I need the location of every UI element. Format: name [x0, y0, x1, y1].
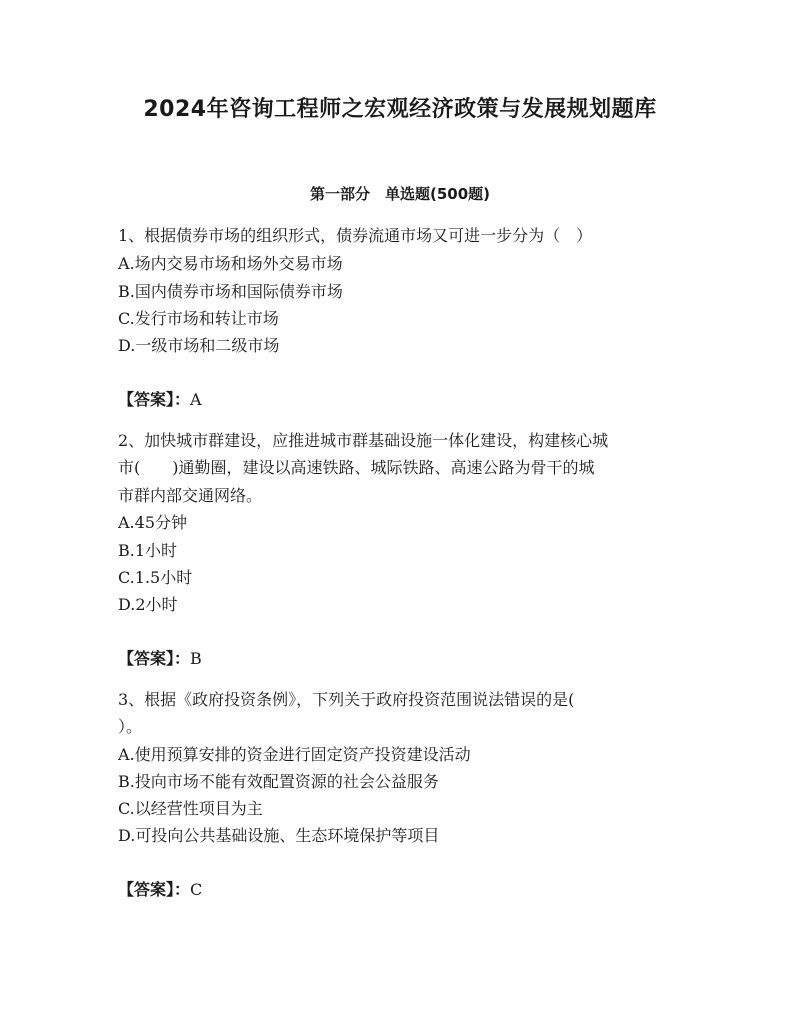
question-2-answer	[118, 648, 688, 670]
question-3-option-b: B.投向市场不能有效配置资源的社会公益服务	[118, 772, 439, 791]
question-2-option-d: D.2小时	[118, 595, 178, 614]
question-1-stem-line-1: 1、根据债券市场的组织形式，债券流通市场又可进一步分为（ ）	[118, 226, 593, 245]
question-2-stem-line-1: 2、加快城市群建设，应推进城市群基础设施一体化建设，构建核心城	[118, 431, 609, 450]
question-1-option-d: D.一级市场和二级市场	[118, 336, 280, 355]
question-3-option-d: D.可投向公共基础设施、生态环境保护等项目	[118, 826, 440, 845]
question-3-option-a: A.使用预算安排的资金进行固定资产投资建设活动	[118, 745, 471, 764]
question-3-stem-line-1: 3、根据《政府投资条例》，下列关于政府投资范围说法错误的是(	[118, 690, 575, 709]
question-3-stem-line-2: ）。	[118, 717, 143, 736]
answer-label: 【答案】：	[118, 649, 191, 668]
question-2-option-c: C.1.5小时	[118, 568, 193, 587]
question-3-answer	[118, 879, 688, 901]
question-2-option-a: A.45分钟	[118, 513, 188, 532]
answer-value: A	[190, 390, 202, 409]
question-1-option-b: B.国内债券市场和国际债券市场	[118, 282, 343, 301]
section-heading: 第一部分 单选题(500题)	[309, 185, 491, 203]
question-2-stem-line-2: 市( )通勤圈，建设以高速铁路、城际铁路、高速公路为骨干的城	[118, 458, 595, 477]
question-1-option-c: C.发行市场和转让市场	[118, 309, 279, 328]
question-1-answer	[118, 389, 688, 411]
question-3-option-c: C.以经营性项目为主	[118, 799, 263, 818]
answer-label: 【答案】：	[118, 390, 191, 409]
question-2-stem-line-3: 市群内部交通网络。	[118, 486, 263, 505]
answer-value: C	[190, 880, 203, 899]
answer-label: 【答案】：	[118, 880, 191, 899]
question-1-option-a: A.场内交易市场和场外交易市场	[118, 254, 343, 273]
document-title: 2024年咨询工程师之宏观经济政策与发展规划题库	[143, 97, 657, 122]
question-2-option-b: B.1小时	[118, 541, 178, 560]
answer-value: B	[190, 649, 202, 668]
